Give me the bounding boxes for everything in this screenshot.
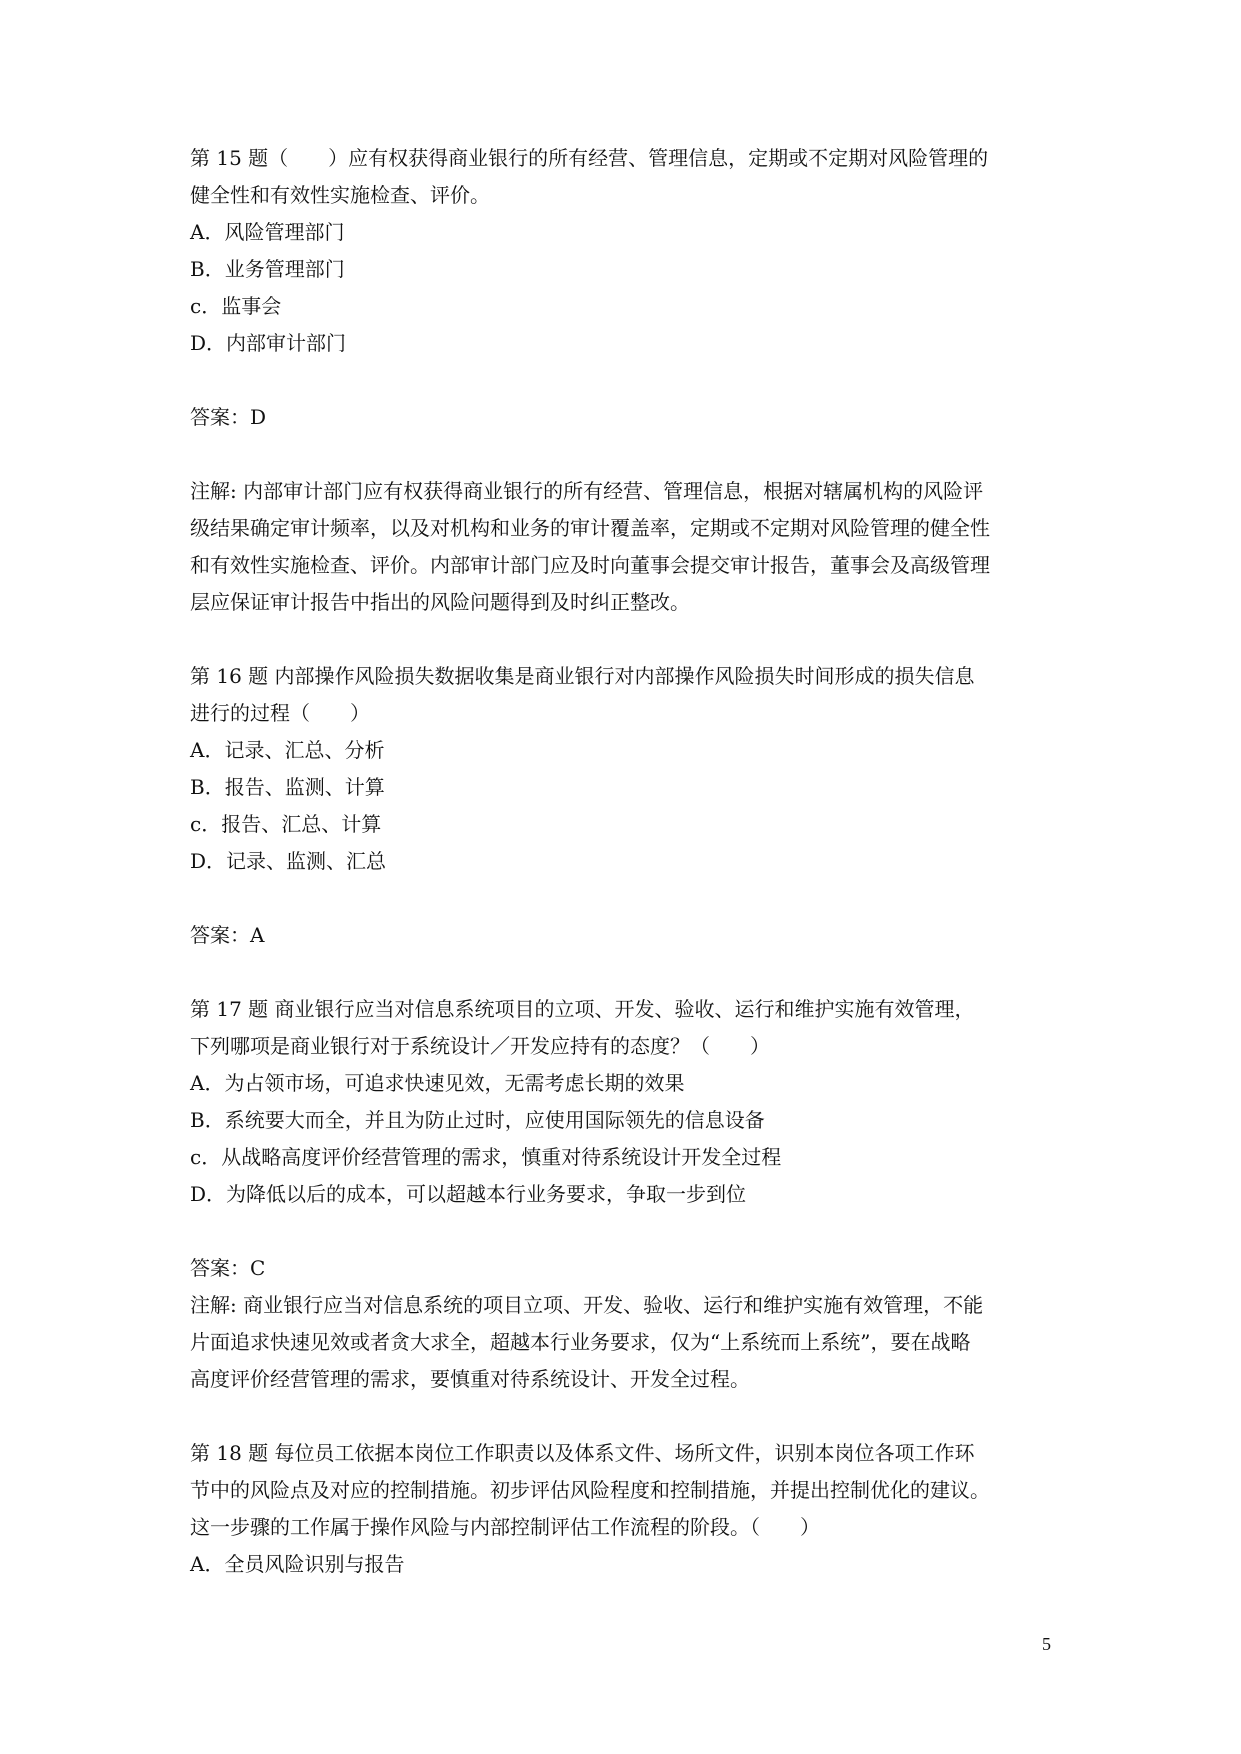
paragraph-gap <box>190 362 1070 399</box>
paragraph-gap <box>190 1213 1070 1250</box>
text-line: 和有效性实施检查、评价。内部审计部门应及时向董事会提交审计报告，董事会及高级管理 <box>190 553 990 577</box>
text-line: 第 18 题 每位员工依据本岗位工作职责以及体系文件、场所文件，识别本岗位各项工作环 <box>190 1441 975 1465</box>
text-line: B．系统要大而全，并且为防止过时，应使用国际领先的信息设备 <box>190 1108 765 1132</box>
text-line: B．报告、监测、计算 <box>190 775 385 799</box>
text-line: 进行的过程（ ） <box>190 701 370 725</box>
paragraph-gap <box>190 436 1070 473</box>
text-line: 答案：A <box>190 923 265 947</box>
text-line: D．内部审计部门 <box>190 331 347 355</box>
text-line: 第 16 题 内部操作风险损失数据收集是商业银行对内部操作风险损失时间形成的损失信息 <box>190 664 975 688</box>
text-line: c．报告、汇总、计算 <box>190 812 382 836</box>
text-line: D．记录、监测、汇总 <box>190 849 387 873</box>
text-line: 片面追求快速见效或者贪大求全，超越本行业务要求，仅为“上系统而上系统”，要在战略 <box>190 1330 971 1354</box>
text-line: A．风险管理部门 <box>190 220 345 244</box>
text-line: 节中的风险点及对应的控制措施。初步评估风险程度和控制措施，并提出控制优化的建议。 <box>190 1478 990 1502</box>
text-line: 答案：D <box>190 405 267 429</box>
paragraph-gap <box>190 621 1070 658</box>
text-line: A．为占领市场，可追求快速见效，无需考虑长期的效果 <box>190 1071 685 1095</box>
text-line: 第 15 题（ ）应有权获得商业银行的所有经营、管理信息，定期或不定期对风险管理的 <box>190 146 989 170</box>
text-line: A．全员风险识别与报告 <box>190 1552 405 1576</box>
paragraph-gap <box>190 954 1070 991</box>
text-line: 下列哪项是商业银行对于系统设计／开发应持有的态度？（ ） <box>190 1034 770 1058</box>
paragraph-gap <box>190 880 1070 917</box>
text-line: 级结果确定审计频率，以及对机构和业务的审计覆盖率，定期或不定期对风险管理的健全性 <box>190 516 990 540</box>
text-line: 这一步骤的工作属于操作风险与内部控制评估工作流程的阶段。（ ） <box>190 1515 820 1539</box>
text-line: 高度评价经营管理的需求，要慎重对待系统设计、开发全过程。 <box>190 1367 750 1391</box>
document-page <box>190 140 1070 1583</box>
text-line: 第 17 题 商业银行应当对信息系统项目的立项、开发、验收、运行和维护实施有效管理， <box>190 997 975 1021</box>
text-line: A．记录、汇总、分析 <box>190 738 385 762</box>
page-number: 5 <box>1042 1634 1051 1654</box>
text-line: c．监事会 <box>190 294 282 318</box>
text-line: B．业务管理部门 <box>190 257 345 281</box>
text-line: 注解: 内部审计部门应有权获得商业银行的所有经营、管理信息，根据对辖属机构的风险评 <box>190 479 984 503</box>
text-line: 层应保证审计报告中指出的风险问题得到及时纠正整改。 <box>190 590 690 614</box>
text-line: 注解: 商业银行应当对信息系统的项目立项、开发、验收、运行和维护实施有效管理，不能 <box>190 1293 984 1317</box>
text-line: 健全性和有效性实施检查、评价。 <box>190 183 490 207</box>
paragraph-gap <box>190 1398 1070 1435</box>
text-line: c．从战略高度评价经营管理的需求，慎重对待系统设计开发全过程 <box>190 1145 782 1169</box>
text-line: 答案：C <box>190 1256 266 1280</box>
text-line: D．为降低以后的成本，可以超越本行业务要求，争取一步到位 <box>190 1182 747 1206</box>
